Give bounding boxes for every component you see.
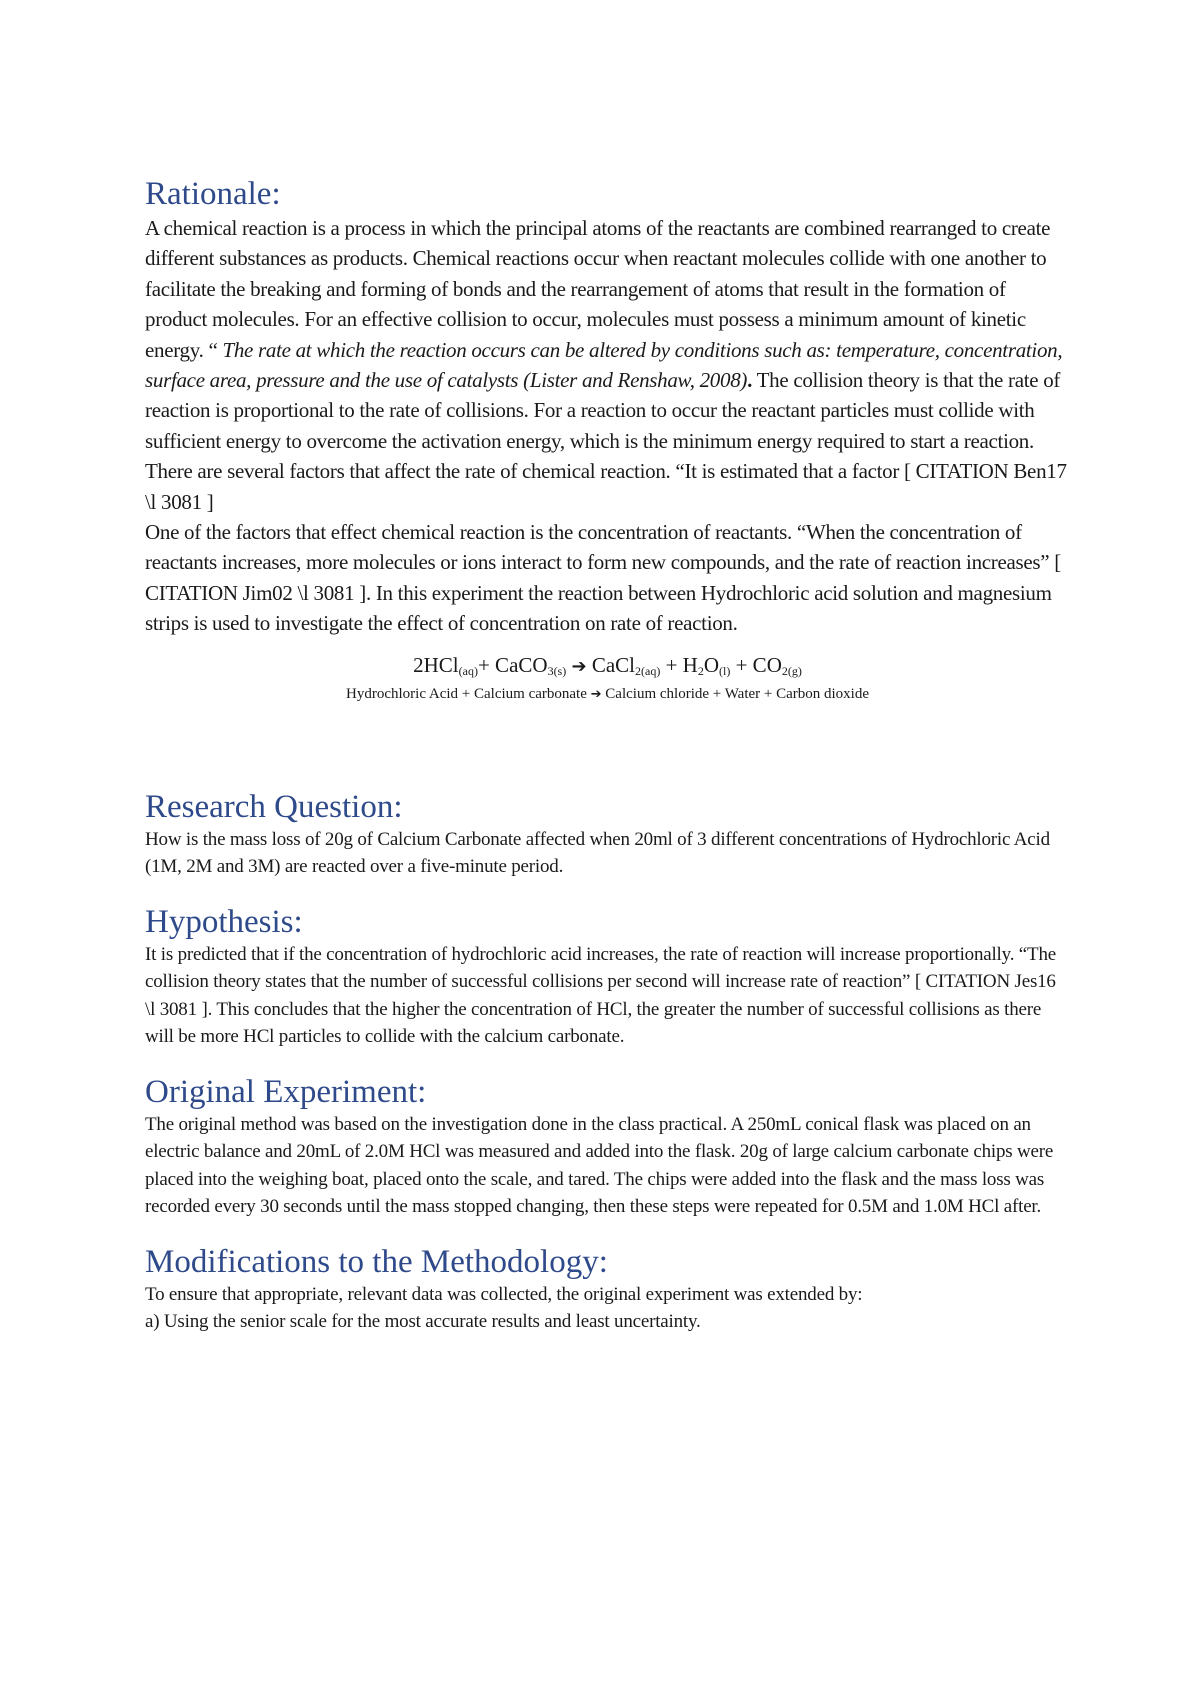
modifications-intro: To ensure that appropriate, relevant data was collected, the original experiment was extended by: (145, 1283, 863, 1305)
modification-item-a: a) Using the senior scale for the most accurate results and least uncertainty. (145, 1311, 701, 1333)
hypothesis-heading: Hypothesis: (145, 903, 303, 940)
rationale-heading: Rationale: (145, 176, 281, 212)
equation-caption: Hydrochloric Acid + Calcium carbonate ➔ Calcium chloride + Water + Carbon dioxide (346, 685, 869, 702)
rationale-paragraph-1 (145, 213, 1070, 517)
reaction-arrow-icon: ➔ (571, 655, 587, 677)
hypothesis-text: It is predicted that if the concentration of hydrochloric acid increases, the rate of reaction will increase proportionally. “The collision theory states that the number of successful collisions per second will increase rate of reaction” [ CITATION Jes16 \l 3081 ]. This concludes that the higher the concentration of HCl, the greater the number of successful collisions as there will be more HCl particles to collide with the calcium carbonate. (145, 943, 1056, 1048)
original-experiment-heading: Original Experiment: (145, 1073, 427, 1110)
research-question-heading: Research Question: (145, 788, 403, 825)
caption-arrow-icon: ➔ (590, 686, 602, 702)
rationale-quote: The rate at which the reaction occurs can be altered by conditions such as: temperature, concentration, surface area, pressure and the use of catalysts (Lister and Renshaw, 2008) (145, 337, 1063, 393)
rationale-text-continued: The collision theory is that the rate of reaction is proportional to the rate of collisions. For a reaction to occur the reactant particles must collide with sufficient energy to overcome the activation energy, which is the minimum energy required to start a reaction. There are several factors that affect the rate of chemical reaction. “It is estimated that a factor [ CITATION Ben17 \l 3081 ] (145, 368, 1067, 514)
research-question-text: How is the mass loss of 20g of Calcium Carbonate affected when 20ml of 3 different concentrations of Hydrochloric Acid (1M, 2M and 3M) are reacted over a five-minute period. (145, 828, 1050, 878)
modifications-heading: Modifications to the Methodology: (145, 1243, 608, 1280)
rationale-paragraph-2: One of the factors that effect chemical reaction is the concentration of reactants. “When the concentration of reactants increases, more molecules or ions interact to form new compounds, and the rate of reaction increases” [ CITATION Jim02 \l 3081 ]. In this experiment the reaction between Hydrochloric acid solution and magnesium strips is used to investigate the effect of concentration on rate of reaction. (145, 520, 1061, 636)
document-page (145, 175, 1070, 1336)
original-experiment-text: The original method was based on the investigation done in the class practical. A 250mL conical flask was placed on an electric balance and 20mL of 2.0M HCl was measured and added into the flask. 20g of large calcium carbonate chips were placed into the weighing boat, placed onto the scale, and tared. The chips were added into the flask and the mass loss was recorded every 30 seconds until the mass stopped changing, then these steps were repeated for 0.5M and 1.0M HCl after. (145, 1113, 1054, 1218)
rationale-text: A chemical reaction is a process in which the principal atoms of the reactants are combined rearranged to create different substances as products. Chemical reactions occur when reactant molecules collide with one another to facilitate the breaking and forming of bonds and the rearrangement of atoms that result in the formation of product molecules. For an effective collision to occur, molecules must possess a minimum amount of kinetic energy. “ (145, 216, 1051, 362)
rationale-quote-end: . (747, 368, 753, 393)
chemical-equation: 2HCl$_{(aq)}$+ CaCO$_{3(s)}$ ➔ CaCl$_{2(aq)}$ + $H_2O_{(l)} + CO_{2(g)}$ (413, 652, 802, 678)
